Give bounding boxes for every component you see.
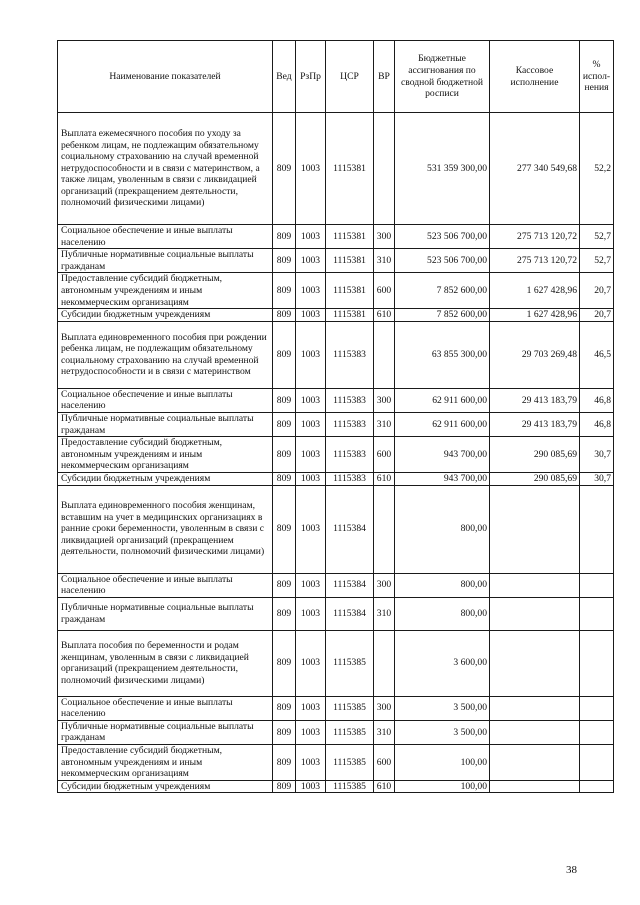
cell-rzpr: 1003	[296, 412, 326, 436]
cell-csr: 1115381	[326, 309, 374, 322]
cell-ved: 809	[273, 309, 296, 322]
table-row	[58, 573, 614, 597]
cell-vr: 300	[374, 573, 395, 597]
cell-ved: 809	[273, 225, 296, 249]
cell-pct: 20,7	[580, 309, 614, 322]
cell-name: Выплата ежемесячного пособия по уходу за ребенком лицам, не подлежащим обязательному социальному страхованию на случай временной нетрудоспособности и в связи с материнством, а также лицам, уволенным в связи с ликвидацией организаций (прекращением деятельности, полномочий физическими лицами)	[58, 113, 273, 225]
table-row	[58, 321, 614, 388]
cell-rzpr: 1003	[296, 472, 326, 485]
cell-pct: 30,7	[580, 472, 614, 485]
col-header-cash: Кассовое исполнение	[490, 41, 580, 113]
cell-csr: 1115381	[326, 225, 374, 249]
cell-budget: 523 506 700,00	[395, 249, 490, 273]
cell-vr: 310	[374, 249, 395, 273]
cell-ved: 809	[273, 437, 296, 473]
cell-name: Предоставление субсидий бюджетным, автономным учреждениям и иным некоммерческим организациям	[58, 745, 273, 781]
cell-vr	[374, 630, 395, 696]
cell-cash: 275 713 120,72	[490, 249, 580, 273]
cell-name: Публичные нормативные социальные выплаты гражданам	[58, 720, 273, 744]
cell-name: Социальное обеспечение и иные выплаты населению	[58, 225, 273, 249]
cell-rzpr: 1003	[296, 309, 326, 322]
cell-ved: 809	[273, 630, 296, 696]
cell-csr: 1115381	[326, 273, 374, 309]
cell-ved: 809	[273, 472, 296, 485]
cell-rzpr: 1003	[296, 573, 326, 597]
cell-rzpr: 1003	[296, 113, 326, 225]
table-row	[58, 412, 614, 436]
table-row	[58, 388, 614, 412]
cell-name: Публичные нормативные социальные выплаты гражданам	[58, 412, 273, 436]
cell-rzpr: 1003	[296, 249, 326, 273]
cell-ved: 809	[273, 113, 296, 225]
cell-csr: 1115383	[326, 321, 374, 388]
cell-pct: 46,8	[580, 412, 614, 436]
table-row	[58, 113, 614, 225]
cell-ved: 809	[273, 573, 296, 597]
cell-cash	[490, 720, 580, 744]
cell-budget: 62 911 600,00	[395, 388, 490, 412]
cell-csr: 1115384	[326, 597, 374, 630]
cell-budget: 523 506 700,00	[395, 225, 490, 249]
col-header-budget: Бюджетные ассигнования по сводной бюджетной росписи	[395, 41, 490, 113]
cell-cash	[490, 745, 580, 781]
cell-csr: 1115385	[326, 630, 374, 696]
cell-ved: 809	[273, 745, 296, 781]
cell-rzpr: 1003	[296, 720, 326, 744]
cell-vr: 610	[374, 780, 395, 793]
cell-name: Публичные нормативные социальные выплаты гражданам	[58, 249, 273, 273]
cell-cash: 29 413 183,79	[490, 412, 580, 436]
cell-name: Предоставление субсидий бюджетным, автономным учреждениям и иным некоммерческим организациям	[58, 437, 273, 473]
cell-csr: 1115385	[326, 780, 374, 793]
cell-vr: 600	[374, 273, 395, 309]
cell-name: Выплата единовременного пособия при рождении ребенка лицам, не подлежащим обязательному социальному страхованию на случай временной нетрудоспособности и в связи с материнством	[58, 321, 273, 388]
cell-cash: 29 703 269,48	[490, 321, 580, 388]
table-row	[58, 472, 614, 485]
cell-vr	[374, 113, 395, 225]
cell-ved: 809	[273, 597, 296, 630]
table-row	[58, 630, 614, 696]
cell-vr: 300	[374, 696, 395, 720]
cell-name: Субсидии бюджетным учреждениям	[58, 309, 273, 322]
cell-csr: 1115383	[326, 437, 374, 473]
cell-budget: 800,00	[395, 597, 490, 630]
cell-ved: 809	[273, 249, 296, 273]
cell-name: Выплата пособия по беременности и родам женщинам, уволенным в связи с ликвидацией организаций (прекращением деятельности, полномочий физическими лицами)	[58, 630, 273, 696]
cell-budget: 943 700,00	[395, 437, 490, 473]
cell-pct	[580, 597, 614, 630]
cell-ved: 809	[273, 412, 296, 436]
col-header-rzpr: РзПр	[296, 41, 326, 113]
cell-cash: 1 627 428,96	[490, 309, 580, 322]
cell-vr: 300	[374, 388, 395, 412]
cell-csr: 1115383	[326, 412, 374, 436]
cell-ved: 809	[273, 388, 296, 412]
cell-cash: 275 713 120,72	[490, 225, 580, 249]
cell-vr: 600	[374, 437, 395, 473]
col-header-csr: ЦСР	[326, 41, 374, 113]
cell-rzpr: 1003	[296, 225, 326, 249]
cell-csr: 1115381	[326, 249, 374, 273]
cell-cash: 290 085,69	[490, 472, 580, 485]
cell-pct: 52,7	[580, 225, 614, 249]
cell-budget: 7 852 600,00	[395, 273, 490, 309]
cell-ved: 809	[273, 780, 296, 793]
table-row	[58, 309, 614, 322]
cell-name: Субсидии бюджетным учреждениям	[58, 472, 273, 485]
cell-pct: 46,8	[580, 388, 614, 412]
cell-csr: 1115384	[326, 485, 374, 573]
cell-pct	[580, 485, 614, 573]
table-row	[58, 273, 614, 309]
cell-name: Субсидии бюджетным учреждениям	[58, 780, 273, 793]
cell-csr: 1115383	[326, 388, 374, 412]
cell-name: Выплата единовременного пособия женщинам, вставшим на учет в медицинских организациях в ранние сроки беременности, уволенным в связи с ликвидацией организаций (прекращением деятельности, полномочий физическими лицами)	[58, 485, 273, 573]
cell-csr: 1115385	[326, 696, 374, 720]
cell-ved: 809	[273, 485, 296, 573]
cell-cash	[490, 630, 580, 696]
cell-rzpr: 1003	[296, 437, 326, 473]
cell-rzpr: 1003	[296, 273, 326, 309]
cell-vr	[374, 321, 395, 388]
cell-name: Социальное обеспечение и иные выплаты населению	[58, 388, 273, 412]
cell-budget: 100,00	[395, 780, 490, 793]
cell-csr: 1115385	[326, 720, 374, 744]
cell-cash: 29 413 183,79	[490, 388, 580, 412]
cell-cash: 1 627 428,96	[490, 273, 580, 309]
cell-vr	[374, 485, 395, 573]
table-row	[58, 437, 614, 473]
cell-pct	[580, 696, 614, 720]
cell-cash	[490, 597, 580, 630]
cell-rzpr: 1003	[296, 630, 326, 696]
cell-pct: 30,7	[580, 437, 614, 473]
cell-budget: 800,00	[395, 573, 490, 597]
cell-pct: 20,7	[580, 273, 614, 309]
table-row	[58, 225, 614, 249]
cell-vr: 310	[374, 720, 395, 744]
cell-budget: 531 359 300,00	[395, 113, 490, 225]
cell-pct	[580, 780, 614, 793]
cell-rzpr: 1003	[296, 388, 326, 412]
cell-budget: 3 500,00	[395, 720, 490, 744]
cell-cash	[490, 696, 580, 720]
table-row	[58, 696, 614, 720]
header-row	[58, 41, 614, 113]
cell-rzpr: 1003	[296, 321, 326, 388]
cell-budget: 943 700,00	[395, 472, 490, 485]
cell-name: Социальное обеспечение и иные выплаты населению	[58, 573, 273, 597]
cell-csr: 1115381	[326, 113, 374, 225]
cell-budget: 62 911 600,00	[395, 412, 490, 436]
col-header-name: Наименование показателей	[58, 41, 273, 113]
table-row	[58, 720, 614, 744]
cell-budget: 800,00	[395, 485, 490, 573]
cell-cash	[490, 573, 580, 597]
cell-pct: 52,2	[580, 113, 614, 225]
cell-rzpr: 1003	[296, 485, 326, 573]
cell-pct	[580, 720, 614, 744]
table-row	[58, 249, 614, 273]
cell-cash	[490, 780, 580, 793]
cell-rzpr: 1003	[296, 696, 326, 720]
cell-budget: 100,00	[395, 745, 490, 781]
cell-name: Социальное обеспечение и иные выплаты населению	[58, 696, 273, 720]
col-header-vr: ВР	[374, 41, 395, 113]
cell-vr: 300	[374, 225, 395, 249]
cell-pct: 46,5	[580, 321, 614, 388]
cell-pct	[580, 745, 614, 781]
cell-rzpr: 1003	[296, 597, 326, 630]
cell-vr: 600	[374, 745, 395, 781]
cell-budget: 3 500,00	[395, 696, 490, 720]
cell-rzpr: 1003	[296, 780, 326, 793]
budget-execution-table	[57, 40, 614, 793]
cell-ved: 809	[273, 273, 296, 309]
table-row	[58, 597, 614, 630]
cell-name: Предоставление субсидий бюджетным, автономным учреждениям и иным некоммерческим организациям	[58, 273, 273, 309]
cell-vr: 310	[374, 597, 395, 630]
cell-vr: 610	[374, 472, 395, 485]
cell-pct	[580, 573, 614, 597]
cell-cash	[490, 485, 580, 573]
cell-cash: 290 085,69	[490, 437, 580, 473]
table-row	[58, 780, 614, 793]
cell-name: Публичные нормативные социальные выплаты гражданам	[58, 597, 273, 630]
cell-ved: 809	[273, 321, 296, 388]
cell-ved: 809	[273, 696, 296, 720]
page-number: 38	[566, 864, 577, 876]
col-header-pct: % испол-нения	[580, 41, 614, 113]
cell-csr: 1115385	[326, 745, 374, 781]
cell-budget: 3 600,00	[395, 630, 490, 696]
cell-cash: 277 340 549,68	[490, 113, 580, 225]
cell-vr: 310	[374, 412, 395, 436]
cell-ved: 809	[273, 720, 296, 744]
table-row	[58, 485, 614, 573]
cell-budget: 7 852 600,00	[395, 309, 490, 322]
cell-rzpr: 1003	[296, 745, 326, 781]
cell-vr: 610	[374, 309, 395, 322]
cell-pct: 52,7	[580, 249, 614, 273]
col-header-ved: Вед	[273, 41, 296, 113]
table-row	[58, 745, 614, 781]
cell-csr: 1115384	[326, 573, 374, 597]
table-body	[58, 113, 614, 793]
cell-csr: 1115383	[326, 472, 374, 485]
cell-pct	[580, 630, 614, 696]
cell-budget: 63 855 300,00	[395, 321, 490, 388]
